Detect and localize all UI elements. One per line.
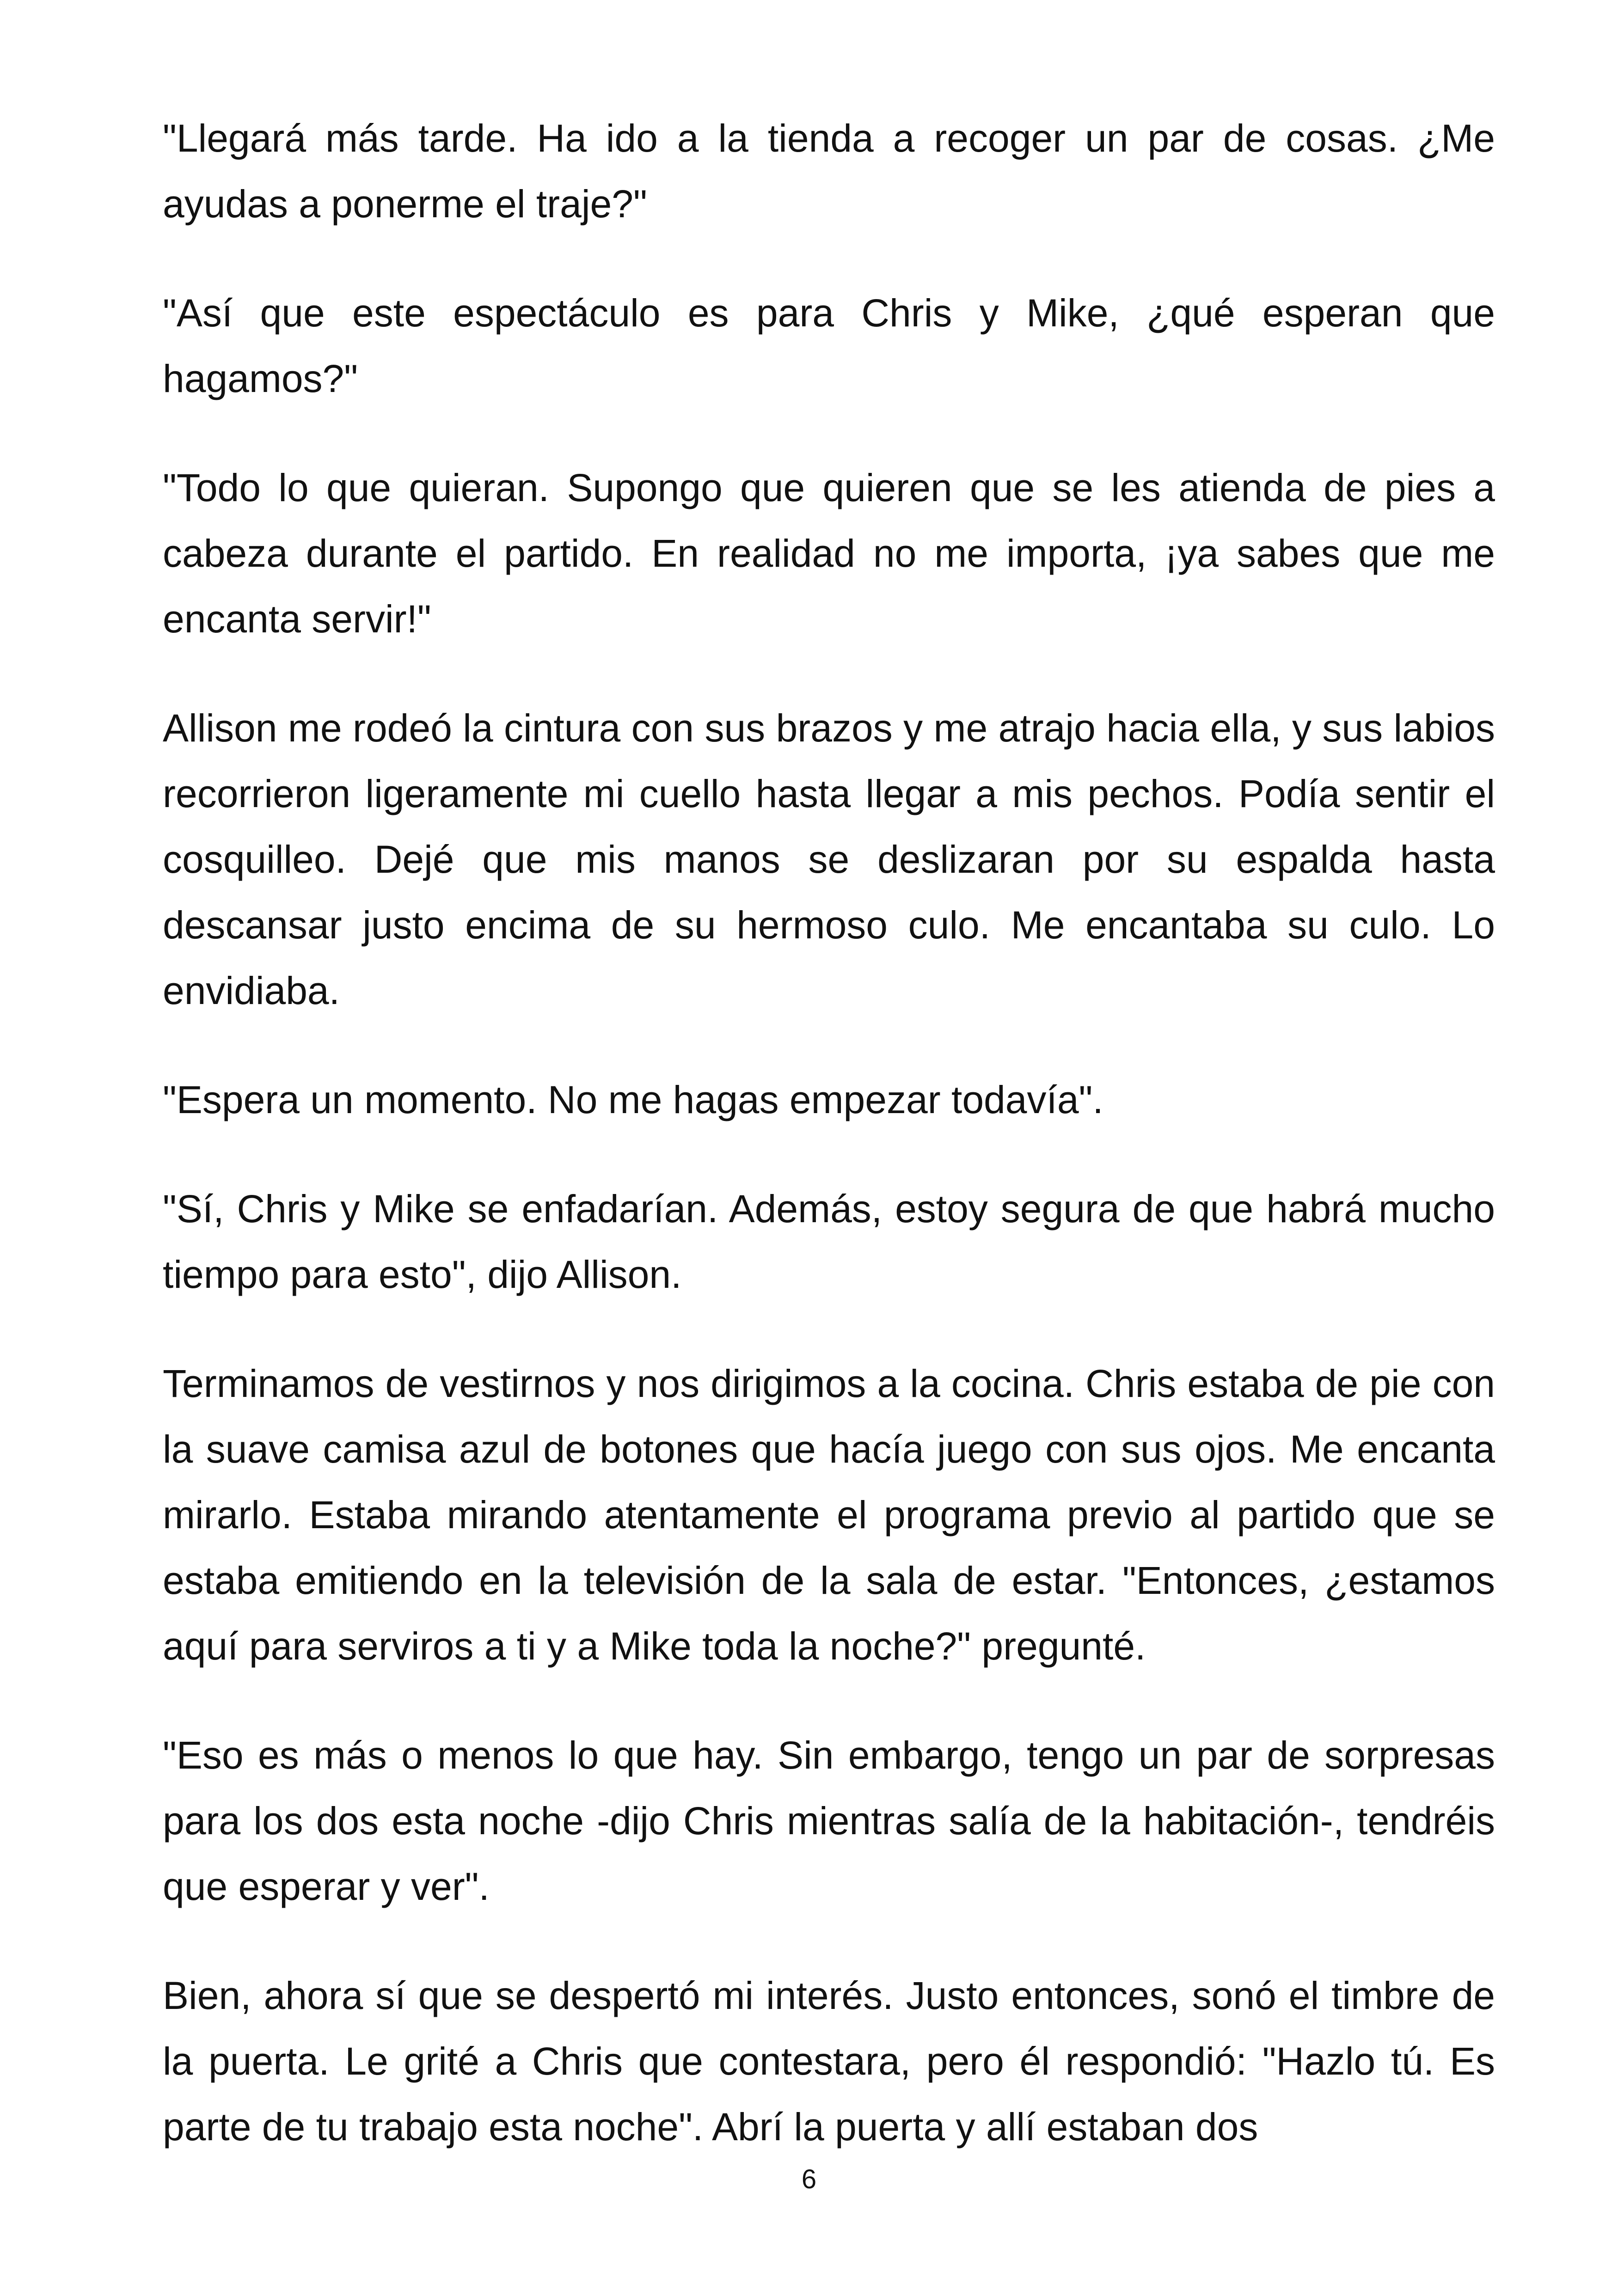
page-number: 6 (801, 2164, 817, 2194)
paragraph: Bien, ahora sí que se despertó mi interés. Justo entonces, sonó el timbre de la puerta. Le grité a Chris que contestara, pero él respondió: "Hazlo tú. Es parte de tu trabajo esta noche". Abrí la puerta y allí estaban dos (163, 1974, 1495, 2149)
paragraph: "Así que este espectáculo es para Chris y Mike, ¿qué esperan que hagamos?" (163, 291, 1495, 400)
paragraph: "Sí, Chris y Mike se enfadarían. Además, estoy segura de que habrá mucho tiempo para esto", dijo Allison. (163, 1187, 1495, 1296)
paragraph: "Eso es más o menos lo que hay. Sin embargo, tengo un par de sorpresas para los dos esta noche -dijo Chris mientras salía de la habitación-, tendréis que esperar y ver". (163, 1733, 1495, 1908)
body-text (163, 105, 1495, 2160)
paragraph: Allison me rodeó la cintura con sus brazos y me atrajo hacia ella, y sus labios recorrieron ligeramente mi cuello hasta llegar a mis pechos. Podía sentir el cosquilleo. Dejé que mis manos se deslizaran por su espalda hasta descansar justo encima de su hermoso culo. Me encantaba su culo. Lo envidiaba. (163, 706, 1495, 1012)
paragraph: "Todo lo que quieran. Supongo que quieren que se les atienda de pies a cabeza durante el partido. En realidad no me importa, ¡ya sabes que me encanta servir!" (163, 466, 1495, 641)
paragraph: Terminamos de vestirnos y nos dirigimos a la cocina. Chris estaba de pie con la suave camisa azul de botones que hacía juego con sus ojos. Me encanta mirarlo. Estaba mirando atentamente el programa previo al partido que se estaba emitiendo en la televisión de la sala de estar. "Entonces, ¿estamos aquí para serviros a ti y a Mike toda la noche?" pregunté. (163, 1362, 1495, 1668)
paragraph: "Espera un momento. No me hagas empezar todavía". (163, 1078, 1103, 1121)
paragraph: "Llegará más tarde. Ha ido a la tienda a recoger un par de cosas. ¿Me ayudas a ponerme el traje?" (163, 116, 1495, 226)
